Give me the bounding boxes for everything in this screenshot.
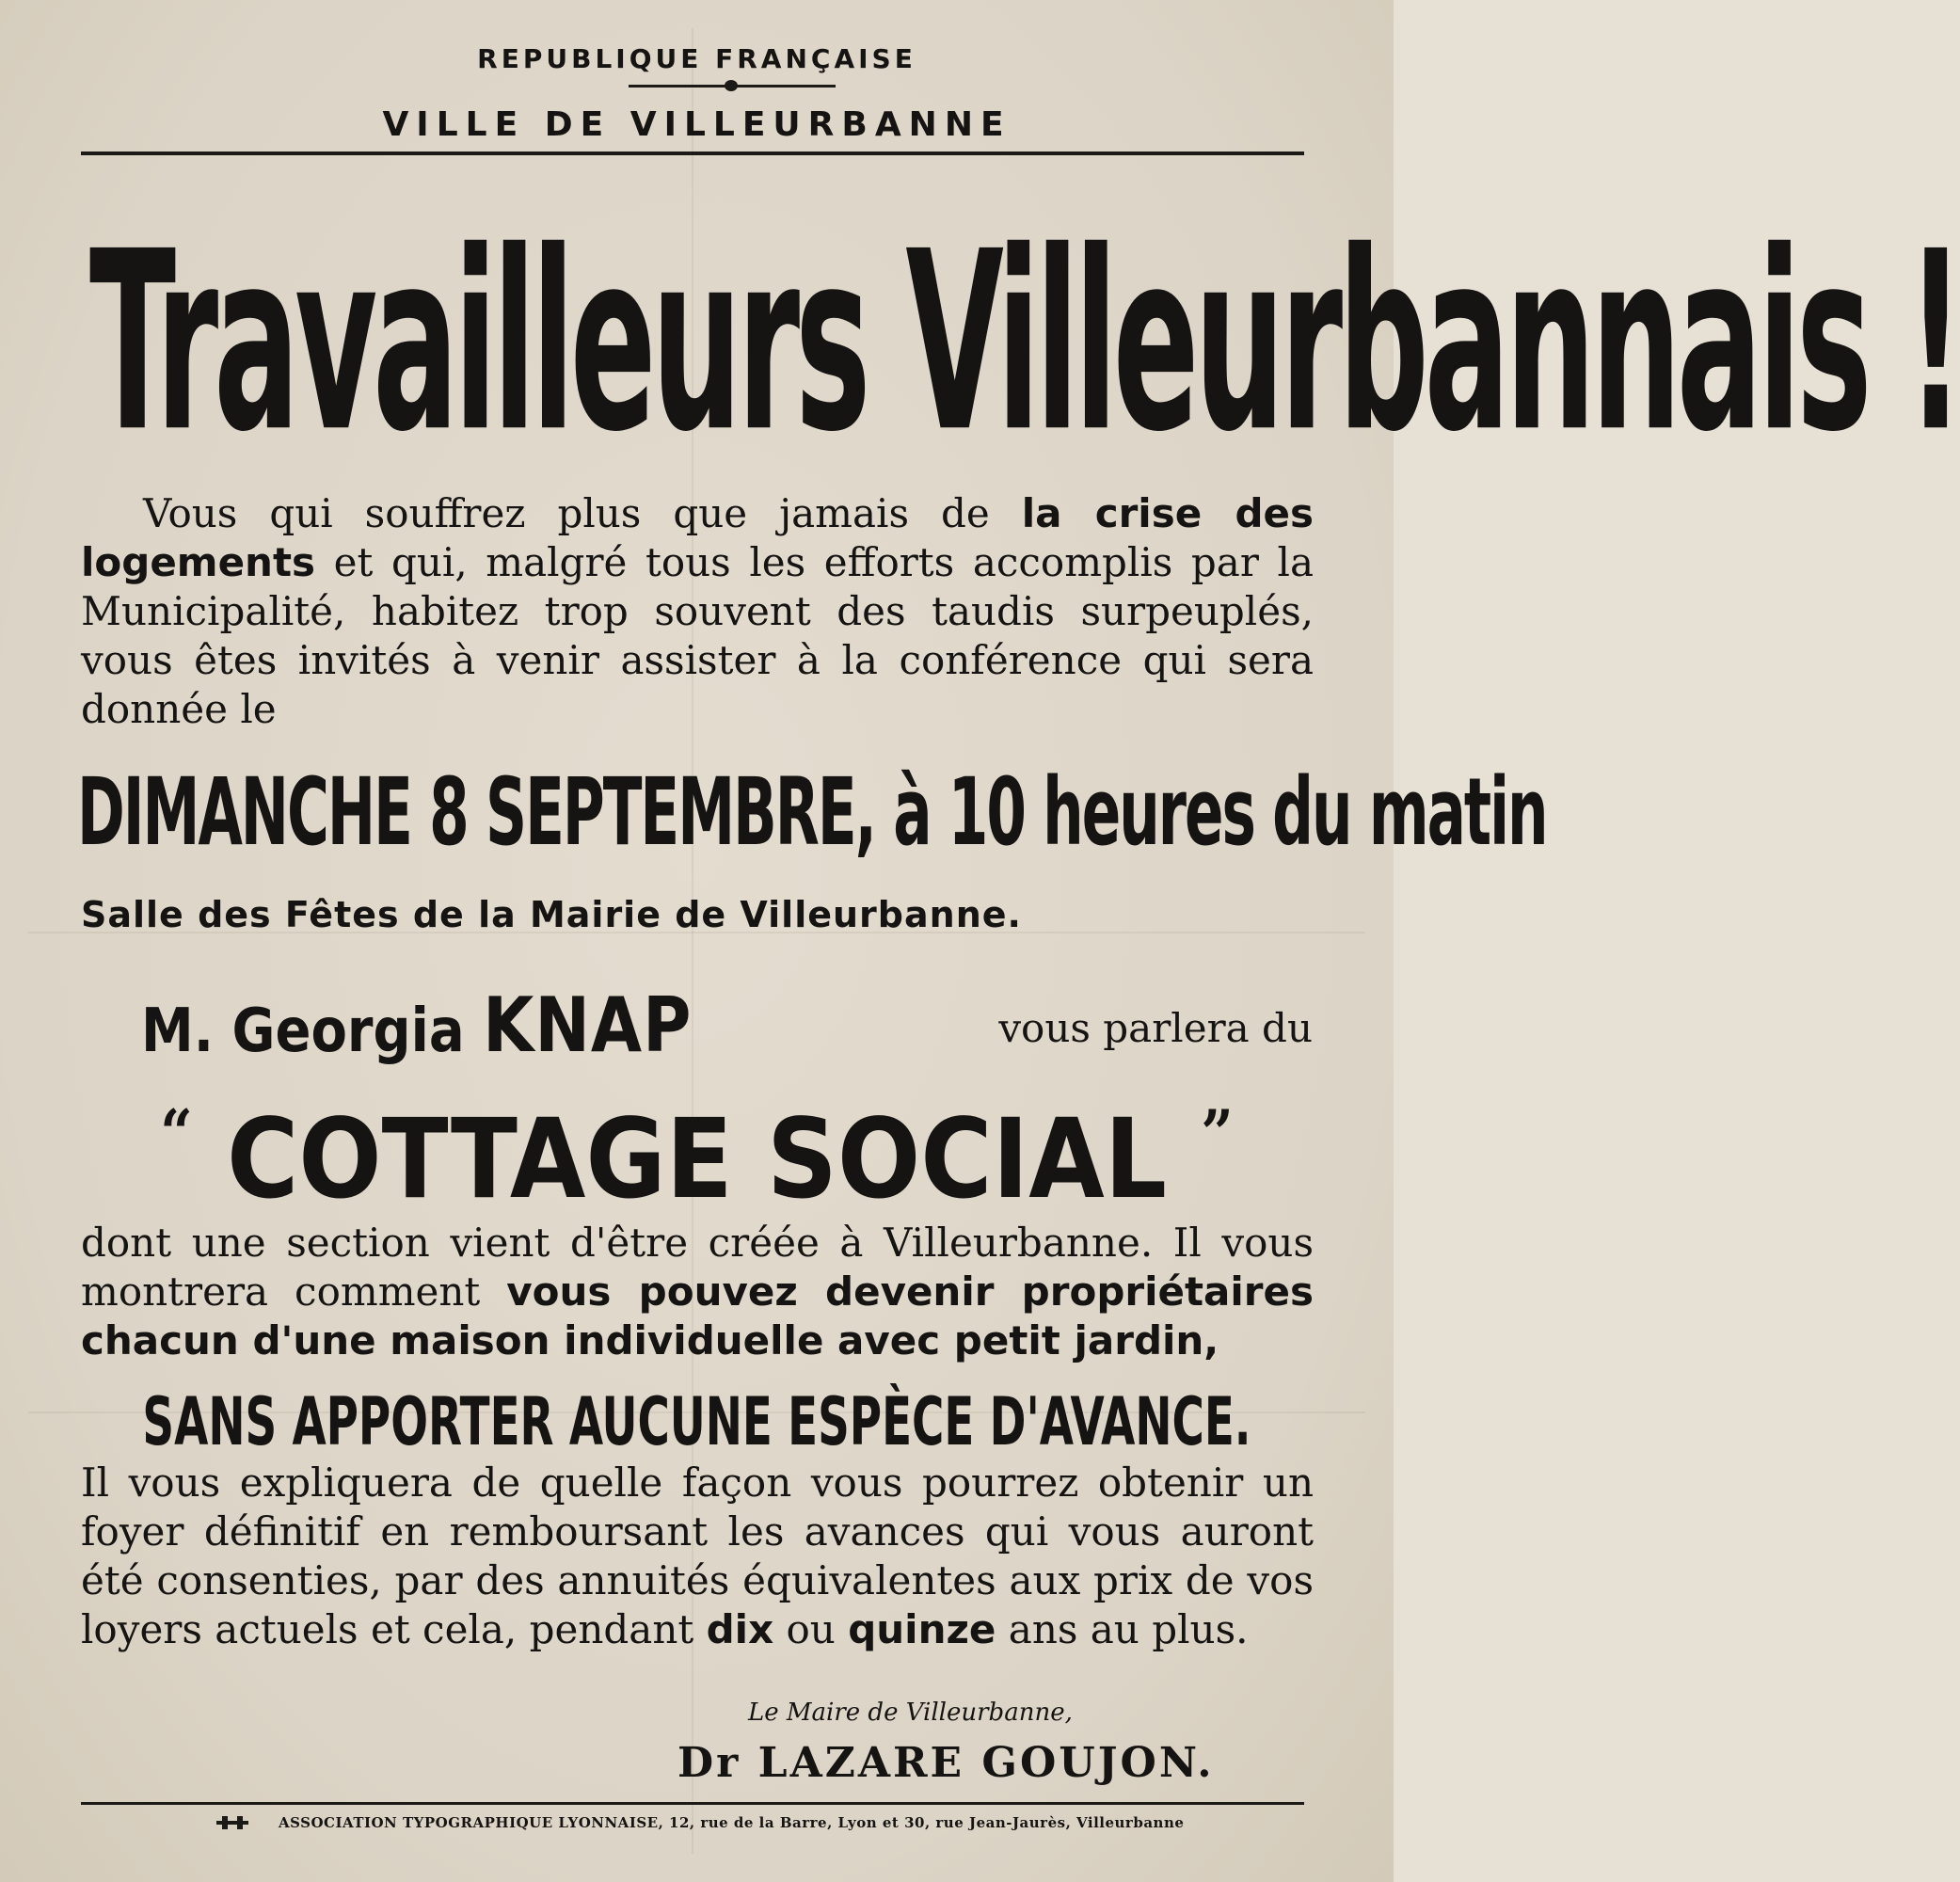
details-text: ou: [773, 1606, 849, 1652]
speaker-prefix: M. Georgia: [141, 996, 484, 1067]
close-quote: ”: [1201, 1096, 1234, 1172]
event-date: DIMANCHE 8 SEPTEMBRE, à 10 heures du matin: [77, 759, 1547, 868]
details-paragraph: [81, 1459, 1314, 1654]
open-quote: “: [160, 1096, 193, 1172]
body-bold: vous pouvez devenir propriétaires chacun d'une maison individuelle avec petit jardin,: [81, 1268, 1314, 1364]
printer-imprint: ASSOCIATION TYPOGRAPHIQUE LYONNAISE, 12, rue de la Barre, Lyon et 30, rue Jean-Jaurès, Villeurbanne: [279, 1814, 1185, 1831]
intro-text: Vous qui souffrez plus que jamais de: [143, 490, 1022, 536]
intro-paragraph: [81, 489, 1314, 734]
details-text: ans au plus.: [996, 1606, 1249, 1652]
details-bold-dix: dix: [706, 1606, 774, 1652]
signature-title: Le Maire de Villeurbanne,: [748, 1699, 1073, 1727]
topic-text: COTTAGE SOCIAL: [226, 1094, 1168, 1224]
ornament-dot: [725, 80, 738, 91]
city-heading: VILLE DE VILLEURBANNE: [382, 105, 1012, 144]
event-venue: Salle des Fêtes de la Mairie de Villeurbanne.: [81, 894, 1022, 935]
republic-heading: REPUBLIQUE FRANÇAISE: [477, 43, 916, 74]
intro-bold: la crise des logements: [81, 490, 1314, 585]
speaker-suffix: vous parlera du: [998, 1005, 1313, 1051]
intro-text: et qui, malgré tous les efforts accomplis par la Municipalité, habitez trop souvent des taudis surpeuplés, vous êtes invités à venir assister à la conférence qui sera donnée le: [81, 539, 1314, 732]
topic-title: [0, 1065, 1394, 1224]
emphasis-line: SANS APPORTER AUCUNE ESPÈCE D'AVANCE.: [142, 1384, 1251, 1461]
footer-rule: [81, 1802, 1304, 1805]
body-paragraph: [81, 1219, 1314, 1365]
signature-name: Dr LAZARE GOUJON.: [677, 1739, 1215, 1787]
speaker-line: [141, 983, 1313, 1068]
body-text: dont une section vient d'être créée à Villeurbanne. Il vous montrera comment: [81, 1220, 1314, 1315]
printer-mark-icon: [216, 1816, 248, 1829]
headline: Travailleurs Villeurbannais !: [89, 199, 1960, 487]
details-bold-quinze: quinze: [848, 1606, 996, 1652]
speaker-surname: KNAP: [483, 981, 693, 1070]
details-text: Il vous expliquera de quelle façon vous pourrez obtenir un foyer définitif en remboursant les avances qui vous auront été consenties, par des annuités équivalentes aux prix de vos loyers actuels et cela, pendant: [81, 1459, 1314, 1652]
